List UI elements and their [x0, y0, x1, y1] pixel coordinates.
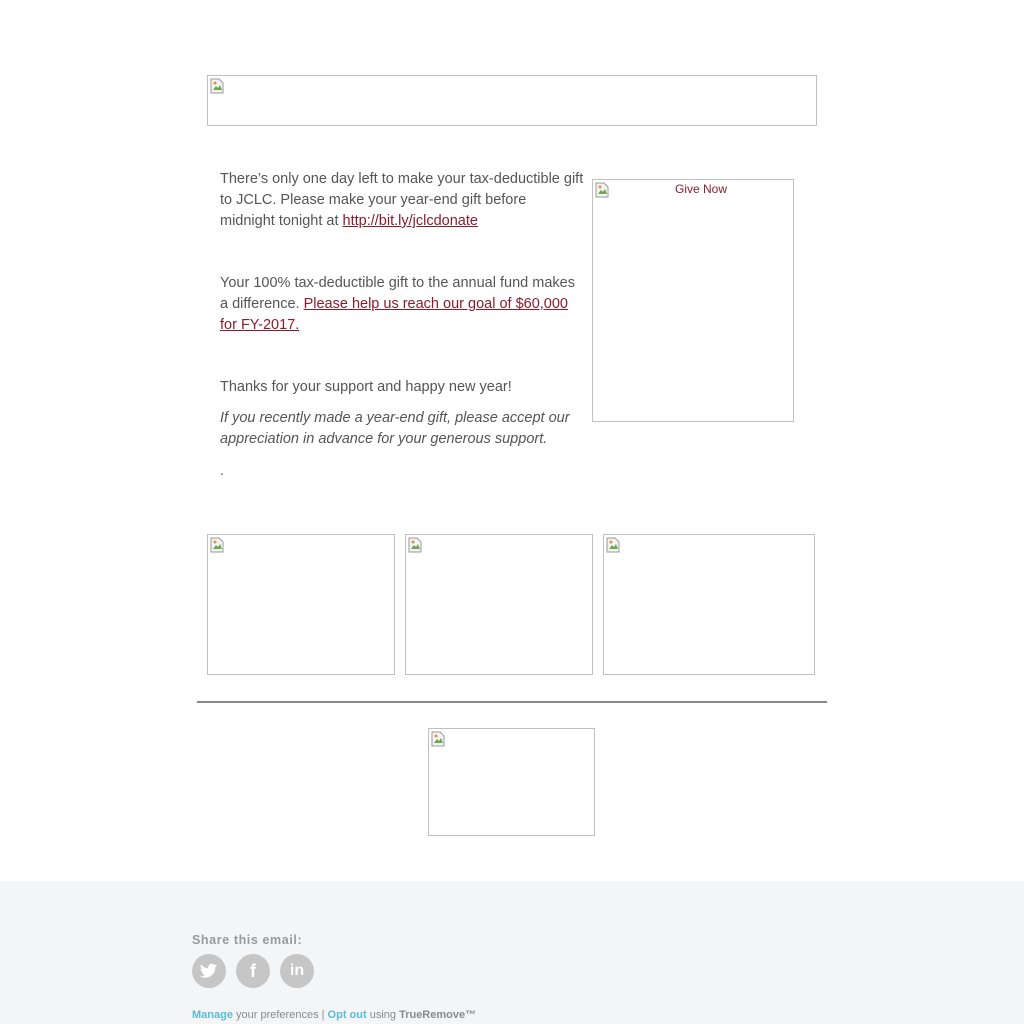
paragraph-dot: [220, 461, 584, 482]
manage-suffix-text: your preferences |: [232, 1009, 328, 1021]
facebook-icon: f: [250, 961, 256, 981]
paragraph-goal-text: Your 100% tax-deductible gift to the annual fund makes a difference.: [220, 275, 575, 312]
paragraph-deadline-text: There’s only one day left to make your tax-deductible gift to JCLC. Please make your year-end gift before midnight tonight at: [220, 171, 584, 229]
preferences-line: [192, 1009, 476, 1021]
donate-link[interactable]: http://bit.ly/jclcdonate: [342, 213, 478, 229]
paragraph-goal: [220, 273, 584, 336]
manage-preferences-link[interactable]: Manage: [192, 1009, 233, 1021]
paragraph-thanks-text: Thanks for your support and happy new year!: [220, 379, 512, 395]
facebook-share-button[interactable]: [236, 954, 270, 988]
twitter-share-button[interactable]: [192, 954, 226, 988]
email-footer: [0, 881, 1024, 1024]
give-now-button-image[interactable]: [592, 179, 794, 422]
paragraph-dot-text: .: [220, 463, 225, 479]
paragraph-deadline: [220, 169, 584, 232]
header-banner-image: [207, 75, 817, 126]
broken-image-icon: [210, 537, 224, 553]
give-now-alt-text: Give Now: [675, 182, 728, 196]
linkedin-share-button[interactable]: [280, 954, 314, 988]
using-text: using: [366, 1009, 400, 1021]
paragraph-thanks: [220, 377, 584, 398]
broken-image-icon: [408, 537, 422, 553]
footer-logo-image: [428, 728, 595, 836]
share-label: Share this email:: [192, 933, 303, 947]
linkedin-icon: in: [289, 962, 305, 979]
trueremove-brand: TrueRemove™: [399, 1009, 477, 1021]
thumbnail-image-3[interactable]: [603, 534, 815, 675]
opt-out-link[interactable]: Opt out: [327, 1009, 367, 1021]
thumbnail-image-2[interactable]: [405, 534, 593, 675]
thumbnail-image-1[interactable]: [207, 534, 395, 675]
twitter-icon: [192, 954, 226, 988]
goal-link[interactable]: Please help us reach our goal of $60,000 for FY-2017.: [220, 296, 568, 333]
broken-image-icon: [595, 182, 609, 198]
broken-image-icon: [606, 537, 620, 553]
section-divider: [197, 701, 827, 703]
broken-image-icon: [431, 731, 445, 747]
paragraph-appreciation: [220, 408, 584, 450]
paragraph-appreciation-text: If you recently made a year-end gift, please accept our appreciation in advance for your generous support.: [220, 410, 570, 447]
broken-image-icon: [210, 78, 224, 94]
